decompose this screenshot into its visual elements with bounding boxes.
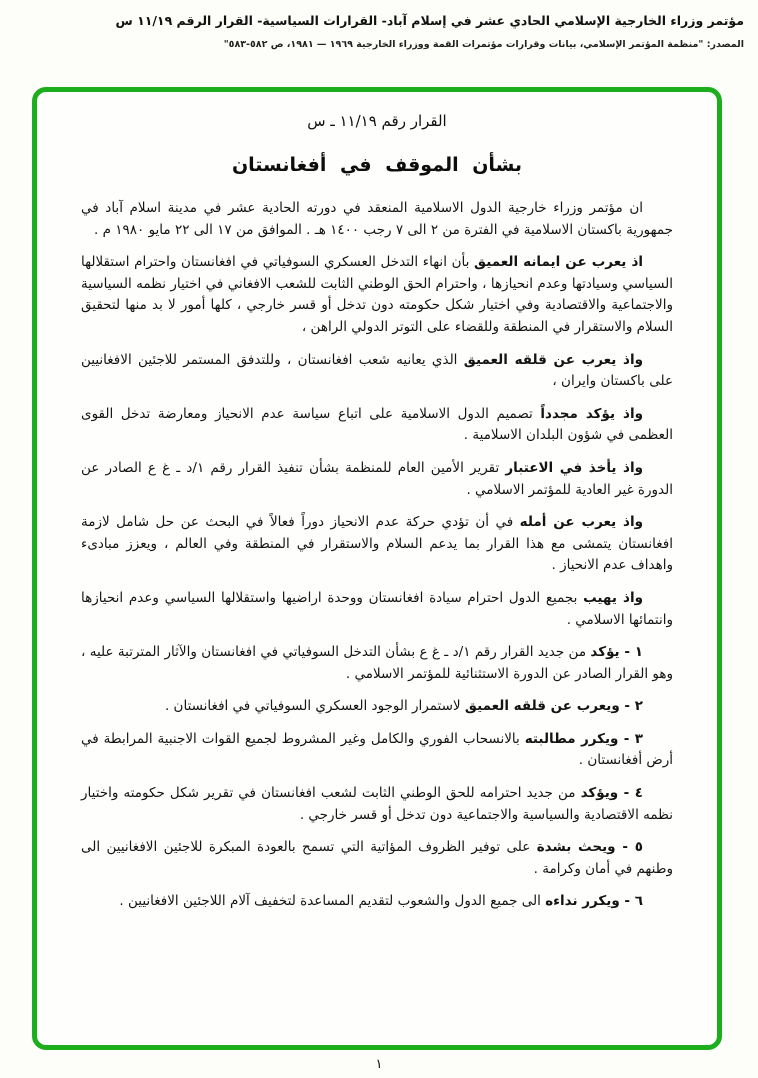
clause-text: بأن انهاء التدخل العسكري السوفياتي في افغانستان واحترام استقلالها السياسي وسيادتها وعدم انحيازها ، واحترام الحق الوطني الثابت للشعب الافغاني في اختيار نظمه السياسية والاجتماعية والاقتصادية وفي اختيار شكل حكومته دون تدخل أو قسر خارجي ، كلها أمور لا بد منها لتحقيق السلام والاستقرار في المنطقة وللقضاء على التوتر الدولي الراهن ، [81,254,673,335]
clause-lead: ٤ - ويؤكد [580,785,643,802]
clause-lead: واذ يأخذ في الاعتبار [505,459,643,476]
header-title: مؤتمر وزراء الخارجية الإسلامي الحادي عشر في إسلام آباد- القرارات السياسية- القرار الرقم ١١/١٩ س [115,13,744,28]
clause-lead: ١ - يؤكد [590,644,643,661]
paragraph-item-4 [81,783,673,826]
clause-text: الذي يعانيه شعب افغانستان ، وللتدفق المستمر للاجئين الافغانيين على باكستان وايران ، [81,351,673,390]
paragraph-clause [81,252,673,338]
paragraph-item-1 [81,642,673,685]
clause-text: بالانسحاب الفوري والكامل وغير المشروط لجميع القوات الاجنبية المرابطة في أرض أفغانستان . [81,730,673,769]
clause-text: تصميم الدول الاسلامية على اتباع سياسة عدم الانحياز ومعارضة تدخل القوى العظمى في شؤون البلدان الاسلامية . [81,405,673,444]
green-document-frame [32,87,722,1050]
paragraph-item-3 [81,729,673,772]
clause-text: في أن تؤدي حركة عدم الانحياز دوراً فعالاً في البحث عن حل شامل لازمة افغانستان يتمشى مع هذا القرار بما يدعم السلام والاستقرار في المنطقة وفي العالم ، ويعزز مبادىء واهداف عدم الانحياز . [81,514,673,574]
paragraph-item-5 [81,837,673,880]
paragraph-clause [81,512,673,577]
paragraph-clause [81,350,673,393]
clause-text: تقرير الأمين العام للمنظمة بشأن تنفيذ القرار رقم ١/د ـ غ ع الصادر عن الدورة غير العادية للمؤتمر الاسلامي . [81,459,673,498]
clause-text: من جديد احترامه للحق الوطني الثابت لشعب افغانستان في تقرير شكل حكومته واختيار نظمه الاقتصادية والسياسية والاجتماعية دون تدخل أو قسر خارجي . [81,785,673,823]
clause-lead: واذ يعرب عن قلقه العميق [463,351,644,368]
paragraph-item-6 [81,891,673,913]
paragraph-item-2 [81,696,673,718]
header-source: المصدر: "منظمة المؤتمر الإسلامي، بيانات وقرارات مؤتمرات القمة ووزراء الخارجية ١٩٦٩ — ١٩٨١، ص ٥٨٢-٥٨٣" [223,38,744,50]
clause-lead: واذ يؤكد مجدداً [540,405,643,422]
clause-lead: واذ يهيب [583,589,643,606]
clause-lead: ٦ - ويكرر نداءه [545,893,643,910]
clause-text: من جديد القرار رقم ١/د ـ غ ع بشأن التدخل السوفياتي في افغانستان والآثار المترتبة عليه ، وهو القرار الصادر عن الدورة الاستثنائية للمؤتمر الاسلامي . [81,644,673,682]
clause-text: الى جميع الدول والشعوب لتقديم المساعدة لتخفيف آلام اللاجئين الافغانيين . [119,893,546,910]
paragraph-preamble [81,198,673,241]
clause-lead: ٢ - ويعرب عن قلقه العميق [464,698,643,715]
clause-text: لاستمرار الوجود العسكري السوفياتي في افغانستان . [164,698,465,715]
paragraph-clause [81,458,673,501]
clause-text: بجميع الدول احترام سيادة افغانستان ووحدة اراضيها واستقلالها السياسي وعدم انحيازها وانتمائها الاسلامي . [81,589,673,628]
paragraph-clause [81,588,673,631]
page-number: ١ [375,1057,383,1072]
clause-lead: ٥ - ويحث بشدة [536,839,643,856]
paragraph-clause [81,404,673,447]
clause-lead: ٣ - ويكرر مطالبته [524,730,643,747]
document-header [14,12,744,51]
clause-lead: واذ يعرب عن أمله [519,514,643,531]
clause-text: ان مؤتمر وزراء خارجية الدول الاسلامية المنعقد في دورته الحادية عشر في مدينة اسلام آباد في جمهورية باكستان الاسلامية في الفترة من ٢ الى ٧ رجب ١٤٠٠ هـ . الموافق من ١٧ الى ٢٢ مايو ١٩٨٠ م . [81,200,673,238]
resolution-number: القرار رقم ١١/١٩ ـ س [307,112,447,130]
clause-lead: اذ يعرب عن ايمانه العميق [474,254,643,271]
clause-text: على توفير الظروف المؤاتية التي تسمح بالعودة المبكرة للاجئين الافغانيين الى وطنهم في أمان وكرامة . [81,839,673,877]
resolution-body [81,198,673,913]
resolution-subject: بشأن الموقف في أفغانستان [231,154,523,176]
